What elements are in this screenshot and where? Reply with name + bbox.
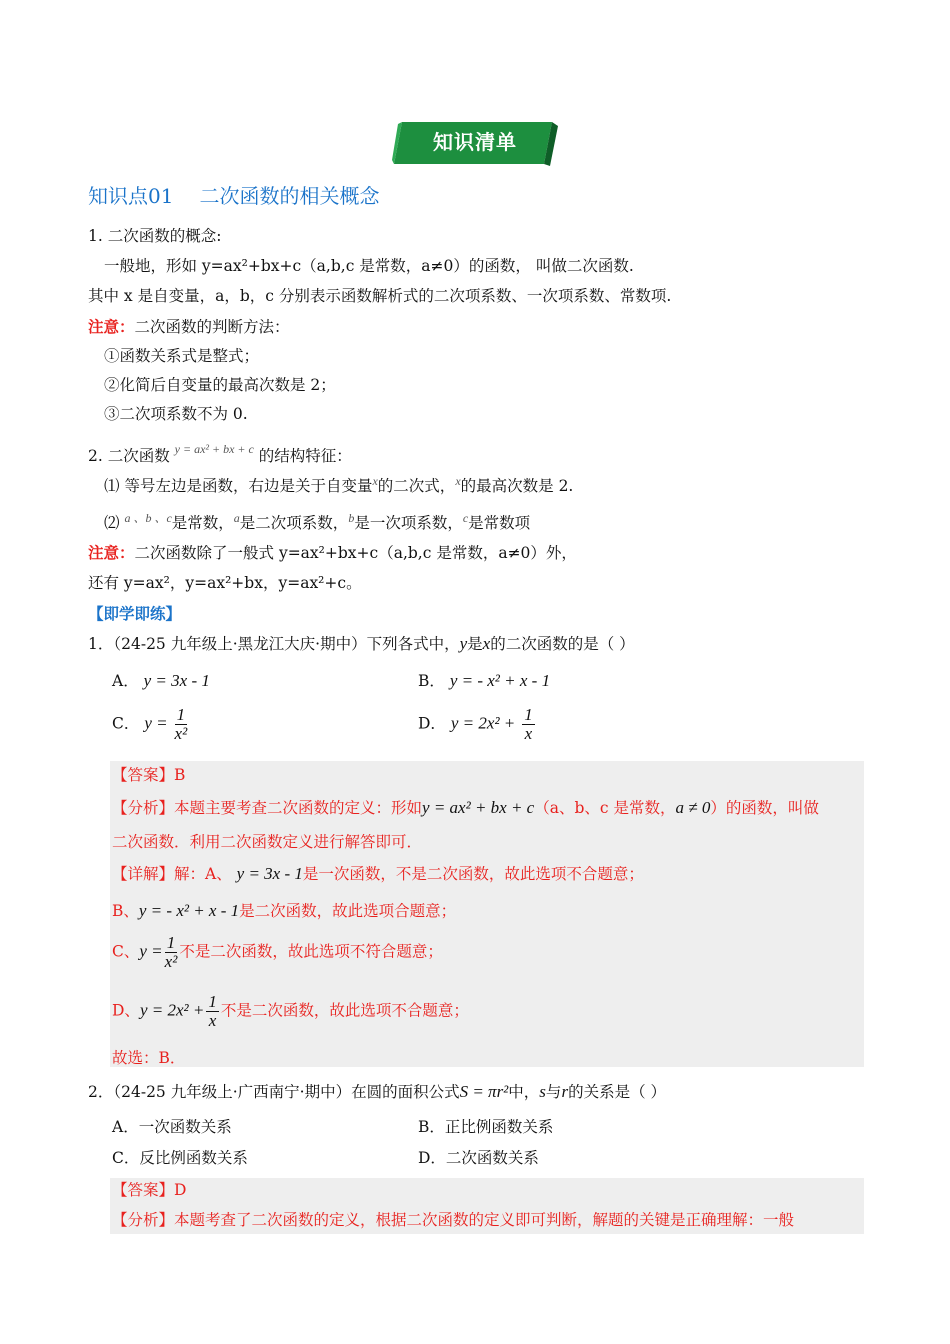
point2-number: ⑵ — [104, 514, 120, 532]
point2-var-c: c — [462, 511, 469, 525]
point1-var-x2: x — [455, 474, 461, 488]
point1-number: ⑴ — [104, 477, 120, 495]
q2-option-d: D．二次函数关系 — [418, 1149, 539, 1167]
q1-analysis-formula: y = ax² + bx + c — [422, 798, 535, 817]
q1-detail-c — [112, 934, 443, 971]
q1-analysis-cond: a ≠ 0 — [675, 798, 711, 817]
q2-var-r: r — [561, 1082, 569, 1101]
q1-option-c-den: x² — [174, 724, 188, 743]
q1-option-b-label: B． — [418, 672, 445, 690]
q1-detail-a-text: 是一次函数，不是二次函数，故此选项不合题意； — [302, 865, 644, 883]
note2-text: 二次函数除了一般式 y=ax²+bx+c（a,b,c 是常数，a≠0）外， — [134, 544, 577, 562]
q1-option-a-formula: y = 3x - 1 — [143, 671, 210, 690]
q1-detail-c-text: 不是二次函数，故此选项不符合题意； — [179, 942, 443, 961]
item2-point2 — [104, 513, 530, 534]
q1-option-a — [112, 671, 210, 691]
banner-title: 知识清单 — [433, 130, 517, 154]
q1-detail-a-formula: y = 3x - 1 — [236, 864, 303, 883]
q1-option-d-fraction — [522, 706, 535, 743]
q1-option-c-lhs: y = — [144, 713, 168, 733]
point2-abc: a 、b 、c — [124, 511, 172, 525]
q1-analysis-a: 本题主要考查二次函数的定义：形如 — [174, 799, 423, 817]
q1-option-b — [418, 671, 550, 691]
q2-formula: S = πr² — [459, 1082, 509, 1101]
item2-prefix: 2. 二次函数 — [88, 447, 170, 465]
q1-option-c — [112, 706, 189, 743]
rule-1: ①函数关系式是整式； — [104, 347, 260, 365]
item1-heading: 1. 二次函数的概念: — [88, 227, 222, 245]
point1-text-a: 等号左边是函数，右边是关于自变量 — [124, 477, 373, 495]
q1-detail-d-fraction — [206, 993, 219, 1030]
q1-detail-d-prefix: D、 — [112, 1001, 140, 1020]
q1-option-c-fraction — [175, 706, 188, 743]
q2-option-c: C．反比例函数关系 — [112, 1149, 248, 1167]
q1-option-d-den: x — [524, 724, 533, 743]
note-label: 注意： — [88, 317, 135, 336]
note2-more: 还有 y=ax²，y=ax²+bx，y=ax²+c。 — [88, 574, 362, 592]
note-text: 二次函数的判断方法： — [134, 318, 290, 336]
q1-detail-c-lhs: y = — [139, 941, 163, 961]
point2-text-4: 是常数项 — [468, 514, 531, 532]
q1-detail-b-formula: y = - x² + x - 1 — [138, 901, 240, 920]
q1-option-a-label: A． — [112, 672, 139, 690]
section-heading — [88, 183, 379, 209]
q1-detail-d — [112, 993, 469, 1030]
q1-detail-d-lhs: y = 2x² + — [139, 1000, 205, 1020]
section-title: 二次函数的相关概念 — [199, 184, 380, 208]
q1-detail-a-prefix: 解：A、 — [174, 865, 232, 883]
q1-detail-b-prefix: B、 — [112, 902, 139, 920]
q2-stem-a: 2．（24-25 九年级上·广西南宁·期中）在圆的面积公式 — [88, 1083, 460, 1101]
point1-text-b: 的二次式， — [377, 477, 456, 495]
item2-point1 — [104, 476, 573, 497]
q2-analysis-text: 本题考查了二次函数的定义，根据二次函数的定义即可判断，解题的关键是正确理解：一般 — [174, 1211, 795, 1229]
q1-option-c-num: 1 — [175, 706, 188, 725]
q1-option-d-num: 1 — [524, 705, 533, 724]
point1-var-x: x — [372, 474, 378, 488]
q2-analysis — [112, 1210, 794, 1230]
q2-option-a: A．一次函数关系 — [112, 1118, 232, 1136]
q1-detail-d-num: 1 — [208, 992, 217, 1011]
point2-text-1: 是常数， — [171, 514, 234, 532]
point2-text-2: 是二次项系数， — [239, 514, 349, 532]
q2-stem — [88, 1082, 666, 1102]
rule-2: ②化简后自变量的最高次数是 2； — [104, 376, 336, 394]
q1-option-d-lhs: y = 2x² + — [450, 713, 516, 733]
q2-stem-b: 中， — [508, 1083, 540, 1101]
q1-stem-a: 1．（24-25 九年级上·黑龙江大庆·期中）下列各式中， — [88, 635, 460, 653]
q1-analysis-c: ）的函数，叫做 — [710, 799, 819, 817]
note-1 — [88, 317, 290, 337]
q1-detail-b-text: 是二次函数，故此选项合题意； — [239, 902, 457, 920]
q1-analysis — [112, 798, 819, 818]
q2-stem-d: 的关系是（ ） — [568, 1083, 666, 1101]
point2-var-a: a — [233, 511, 240, 525]
q1-detail-c-den: x² — [164, 952, 178, 971]
q1-var-x: x — [482, 634, 491, 653]
q1-option-c-label: C． — [112, 714, 140, 733]
q1-conclusion: 故选：B． — [112, 1049, 186, 1067]
point1-text-c: 的最高次数是 2. — [460, 477, 574, 495]
item1-definition: 一般地，形如 y=ax²+bx+c（a,b,c 是常数，a≠0）的函数， 叫做二次函数. — [104, 257, 634, 275]
section-banner — [392, 120, 558, 166]
point2-text-3: 是一次项系数， — [354, 514, 463, 532]
q2-option-b: B．正比例函数关系 — [418, 1118, 554, 1136]
item2-line — [88, 442, 352, 467]
q1-detail-c-prefix: C、 — [112, 942, 140, 961]
q1-detail-d-text: 不是二次函数，故此选项不合题意； — [220, 1001, 469, 1020]
q1-answer: 【答案】B — [112, 766, 186, 784]
q1-analysis-b: （a、b、c 是常数， — [534, 799, 676, 817]
note2-label: 注意： — [88, 543, 135, 562]
practice-label: 【即学即练】 — [88, 604, 182, 623]
q2-answer: 【答案】D — [112, 1181, 187, 1199]
q2-analysis-label: 【分析】 — [112, 1211, 175, 1229]
q1-stem — [88, 634, 635, 654]
q1-detail-a — [112, 864, 644, 884]
q1-analysis-label: 【分析】 — [112, 799, 175, 817]
q2-var-s: s — [539, 1082, 546, 1101]
q1-detail-c-fraction — [165, 934, 178, 971]
note-2 — [88, 543, 577, 563]
point2-var-b: b — [348, 511, 355, 525]
q1-detail-d-den: x — [208, 1011, 217, 1030]
rule-3: ③二次项系数不为 0. — [104, 405, 248, 423]
item1-variables: 其中 x 是自变量，a，b，c 分别表示函数解析式的二次项系数、一次项系数、常数项. — [88, 287, 672, 305]
q2-stem-c: 与 — [545, 1083, 562, 1101]
q1-stem-b: 是 — [467, 635, 483, 653]
q1-detail-label: 【详解】 — [112, 865, 175, 883]
q1-detail-c-num: 1 — [165, 934, 178, 953]
q1-var-y: y — [459, 634, 468, 653]
item2-formula: y = ax² + bx + c — [174, 442, 254, 456]
q1-stem-c: 的二次函数的是（ ） — [490, 635, 635, 653]
q1-option-b-formula: y = - x² + x - 1 — [449, 671, 551, 690]
q1-option-d-label: D． — [418, 714, 446, 733]
q1-analysis-line2: 二次函数．利用二次函数定义进行解答即可． — [112, 833, 423, 851]
section-number: 知识点01 — [88, 184, 174, 208]
item2-suffix: 的结构特征： — [258, 447, 352, 465]
q1-option-d — [418, 706, 537, 743]
q1-detail-b — [112, 901, 456, 921]
